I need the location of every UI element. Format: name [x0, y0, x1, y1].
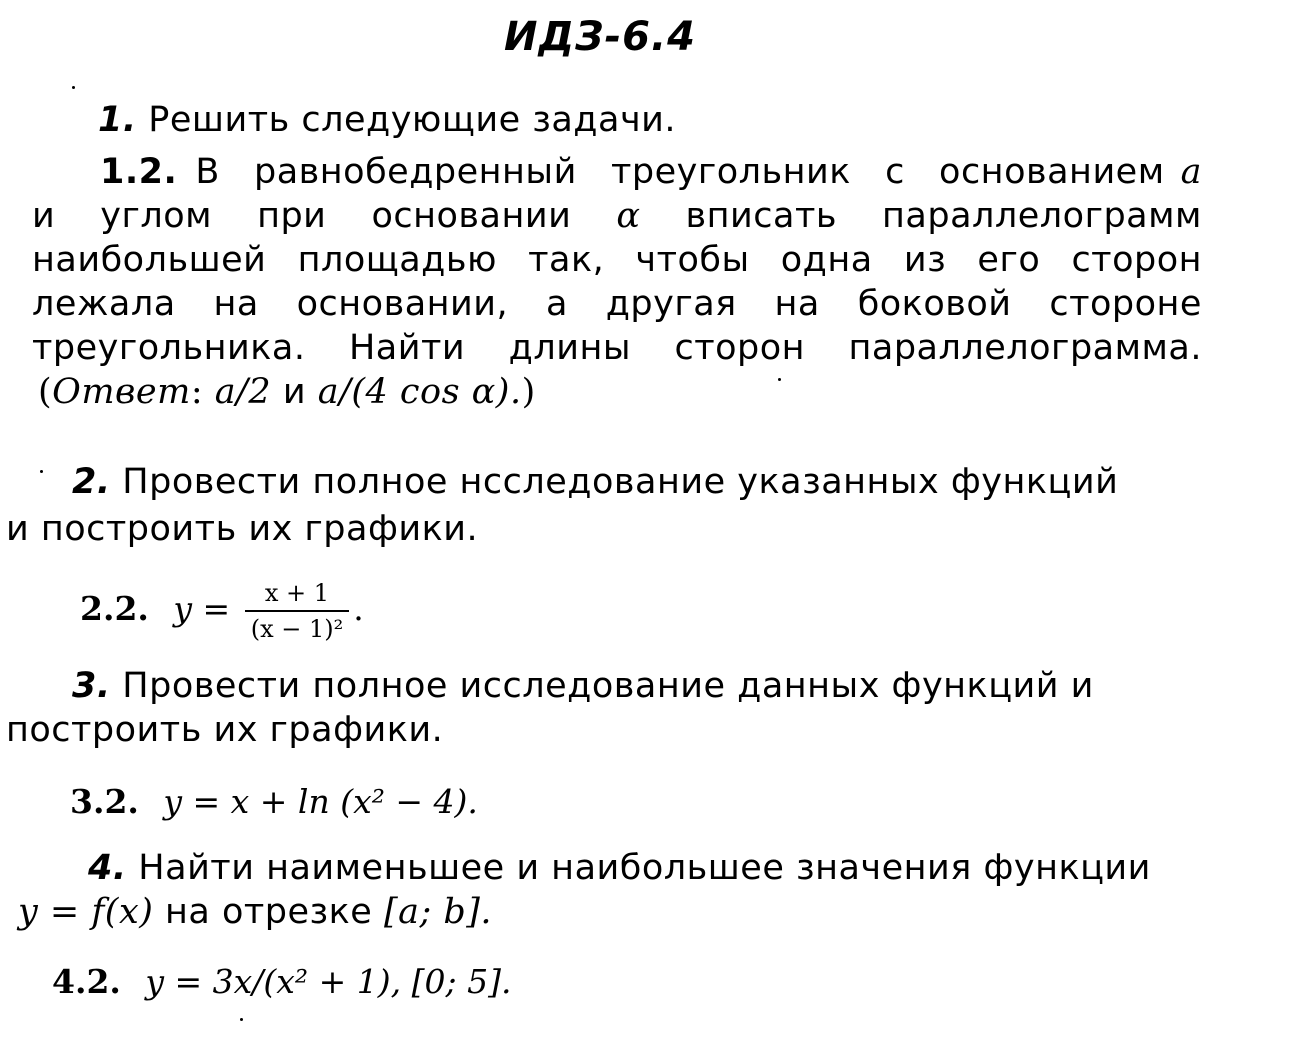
word: боковой — [857, 284, 1012, 324]
task2-text-line1 — [72, 460, 1118, 504]
fraction-numerator: x + 1 — [245, 578, 350, 612]
word: сторон — [674, 328, 806, 368]
task4-formula-line — [52, 960, 511, 1004]
word: на — [774, 284, 820, 324]
task3-formula: y = x + ln (x² − 4). — [163, 782, 478, 821]
task1-sub-number: 1.2. — [100, 152, 178, 192]
task1-text-line3 — [32, 238, 1202, 282]
word: из — [903, 240, 947, 280]
word: длины — [508, 328, 631, 368]
answer-label: Ответ — [52, 372, 191, 412]
word: стороне — [1049, 284, 1202, 324]
task4-formula: y = 3x/(x² + 1), [0; 5]. — [145, 962, 512, 1001]
word: так, — [528, 240, 605, 280]
word: лежала — [32, 284, 176, 324]
scan-speck — [778, 378, 781, 381]
task3-formula-line — [70, 780, 478, 824]
word: и — [32, 196, 56, 236]
formula-end: . — [353, 589, 364, 628]
word: параллелограмм — [882, 196, 1202, 236]
word: треугольника. — [32, 328, 306, 368]
word: вписать — [685, 196, 837, 236]
task2-number: 2. — [72, 462, 111, 502]
task3-text: Провести полное исследование данных функций и — [122, 666, 1094, 706]
word: наибольшей — [32, 240, 267, 280]
var-alpha: α — [616, 196, 641, 236]
task1-text-line5 — [32, 326, 1202, 370]
task3-text-line2: построить их графики. — [6, 710, 444, 750]
word: основании, — [296, 284, 509, 324]
word: параллелограмма. — [848, 328, 1202, 368]
task2-fraction — [245, 578, 350, 644]
word: а — [545, 284, 568, 324]
page-title: ИДЗ-6.4 — [504, 14, 696, 60]
task4-sub-number: 4.2. — [52, 962, 121, 1001]
task2-sub-number: 2.2. — [80, 589, 149, 628]
answer-part2: a/(4 cos α). — [317, 372, 522, 412]
task1-text-line1-body: В равнобедренный треугольник с основанием — [195, 152, 1165, 192]
task1-number: 1. — [98, 100, 137, 140]
task1-heading-text: Решить следующие задачи. — [148, 100, 676, 140]
word: при — [257, 196, 327, 236]
task1-text-line4 — [32, 282, 1202, 326]
fraction-denominator: (x − 1)² — [250, 615, 344, 643]
task4-number: 4. — [88, 848, 127, 888]
scan-speck — [72, 86, 75, 89]
scan-speck — [240, 1018, 243, 1021]
word: основании — [371, 196, 572, 236]
task1-answer: (Ответ: a/2 и a/(4 cos α).) — [38, 372, 536, 412]
task3-text-line1 — [72, 664, 1094, 708]
word: одна — [780, 240, 873, 280]
task2-text-line2: и построить их графики. — [6, 509, 479, 549]
task4-interval: [a; b]. — [383, 892, 493, 932]
word: его — [977, 240, 1041, 280]
task4-text-line1 — [88, 846, 1151, 890]
task4-text: Найти наименьшее и наибольшее значения функции — [138, 848, 1151, 888]
word: углом — [100, 196, 213, 236]
task2-formula — [80, 578, 364, 644]
word: на — [213, 284, 259, 324]
word: площадью — [297, 240, 497, 280]
word: другая — [605, 284, 737, 324]
task2-text: Провести полное нсследование указанных функций — [122, 462, 1119, 502]
task1-heading — [98, 98, 676, 142]
task3-number: 3. — [72, 666, 111, 706]
scan-speck — [40, 470, 43, 473]
task4-func: y = f(x) — [18, 892, 154, 932]
task4-text-line2 — [18, 890, 492, 934]
answer-part1: a/2 — [214, 372, 272, 412]
task3-sub-number: 3.2. — [70, 782, 139, 821]
answer-and: и — [282, 372, 307, 412]
word: сторон — [1071, 240, 1202, 280]
task1-text-line2 — [32, 194, 1202, 238]
word: чтобы — [635, 240, 750, 280]
task4-text2: на отрезке — [165, 892, 373, 932]
task1-text-line1 — [100, 150, 1202, 194]
task1-var-a: a — [1180, 152, 1202, 192]
task2-lhs: y = — [173, 589, 231, 628]
word: Найти — [348, 328, 466, 368]
